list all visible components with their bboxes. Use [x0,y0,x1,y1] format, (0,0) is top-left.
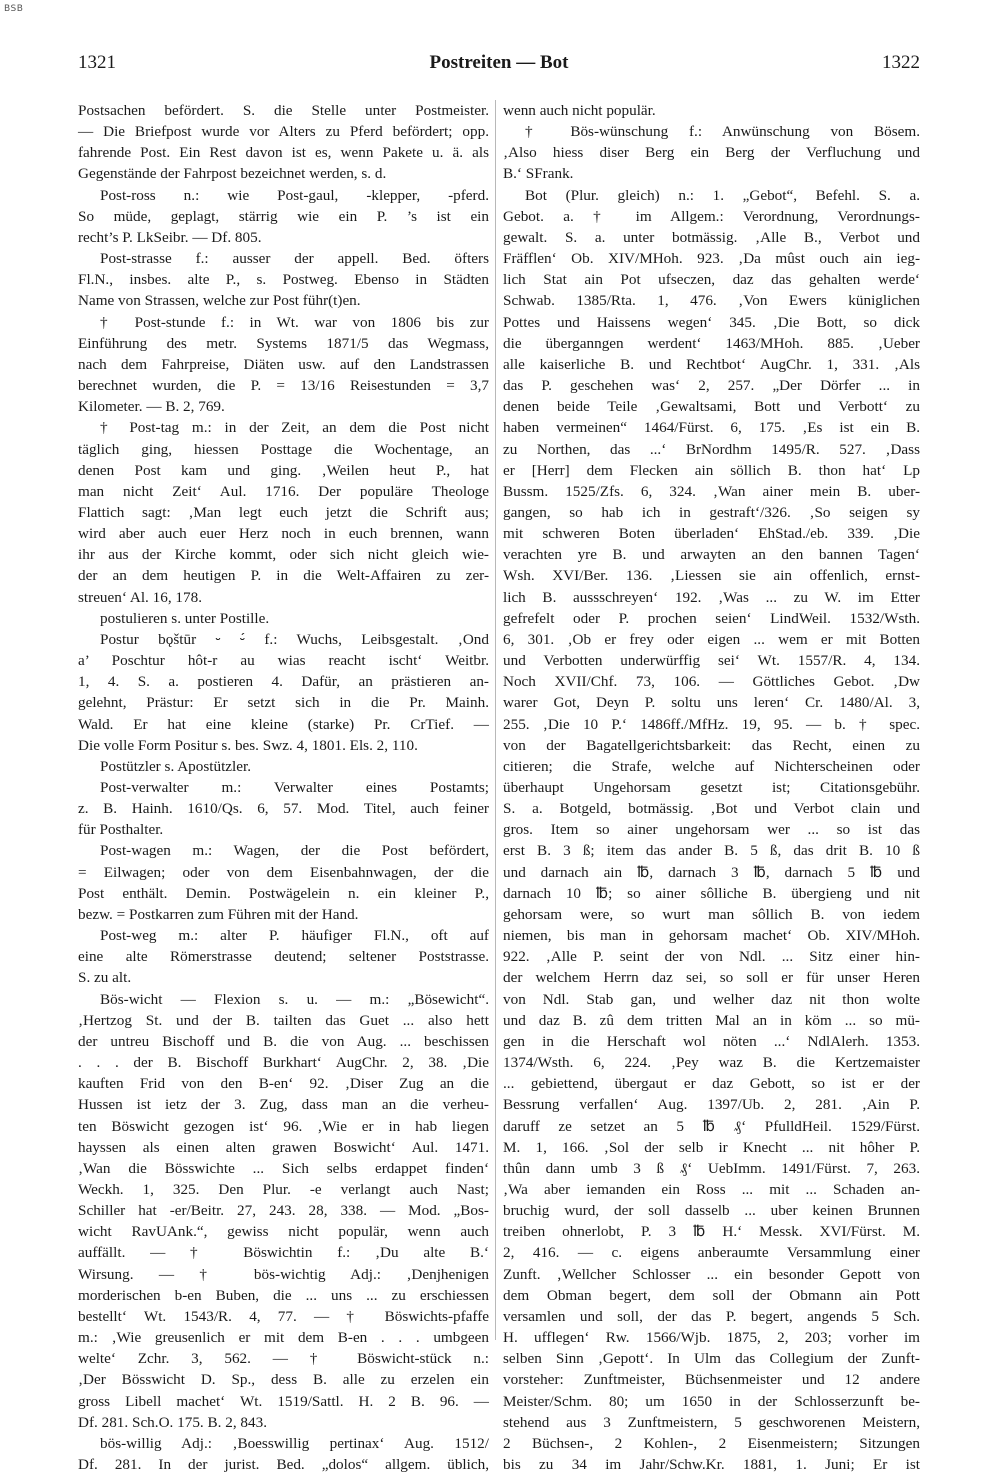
text-line: von der Bagatellgerichtsbarkeit: das Recht, einen zu [503,736,920,754]
text-line: B.‘ SFrank. [503,165,574,183]
text-line: dem Obman begert, dem soll der Obmann ain Pott [503,1286,920,1304]
text-line: Die volle Form Positur s. bes. Swz. 4, 1801. Els. 2, 110. [78,736,418,754]
text-line: und daz B. zû dem tritten Mal an in köm ... so mü- [503,1011,920,1029]
text-line: S. zu alt. [78,969,132,987]
text-line: bös-willig Adj.: ‚Boesswillig pertinax‘ Aug. 1512/ [100,1434,489,1452]
text-line: Flattich sagt: ‚Man legt euch jetzt die Schrift aus; [78,503,489,521]
text-line: kauften Frid von den B-en‘ 92. ‚Diser Zug an die [78,1075,489,1093]
text-line: warer Got, Deyn P. soltu uns leren‘ Cr. 1480/Al. 3, [503,694,920,712]
text-line: denen Post kam und ging. ‚Weilen heut P., hat [78,461,489,479]
text-line: das P. geschehen was‘ 2, 257. „Der Dörfer ... in [503,377,920,395]
text-line: berechnet wurden, die P. = 13/16 Reisestunden = 3,7 [78,377,489,395]
text-line: fahrende Post. Ein Rest davon ist es, wenn Pakete u. ä. als [78,144,489,162]
text-line: thûn dann umb 3 ß ₰‘ UebImm. 1491/Fürst. 7, 263. [503,1159,920,1177]
text-line: Zunft. ‚Wellcher Schlosser ... ein besonder Gepott von [503,1265,920,1283]
text-line: wenn auch nicht populär. [503,102,656,119]
page-number-left: 1321 [78,52,116,73]
text-line: Kilometer. — B. 2, 769. [78,398,225,416]
text-line: z. B. Hainh. 1610/Qs. 6, 57. Mod. Titel, auch feiner [78,800,489,818]
text-line: postulieren s. unter Postille. [100,609,270,627]
text-line: Post enthält. Demin. Postwägelein n. ein kleiner P., [78,884,489,902]
text-line: citieren; die Strafe, welche auf Nichterscheinen oder [503,757,920,775]
text-line: M. 1, 166. ‚Sol der selb ir Knecht ... nit hôher P. [503,1138,920,1156]
text-line: Bös-wicht — Flexion s. u. — m.: „Bösewicht“. [100,990,489,1008]
text-line: vorsteher: Zunftmeister, Büchsenmeister und 12 andere [503,1371,920,1389]
text-line: denen beide Teile ‚Gewaltsami, Bott und Verbott‘ zu [503,398,920,416]
text-line: 1374/Wsth. 6, 224. ‚Pey waz B. die Kertzemaister [503,1054,920,1072]
text-line: überhaupt Ungehorsam gesetzt ist; Citationsgebühr. [503,779,920,796]
text-line: Hussen ist ietz der 3. Zug, dass man an die verheu- [78,1096,489,1114]
text-line: Bessrung verfallen‘ Aug. 1397/Ub. 2, 281. ‚Ain P. [503,1096,920,1114]
text-line: Bot (Plur. gleich) n.: 1. „Gebot“, Befehl. S. a. [525,186,920,204]
text-line: gen in die Herschaft wol nöten ...‘ NdlAlerh. 1353. [503,1032,920,1050]
text-line: der untreu Bischoff und B. die von Aug. ... beschissen [78,1032,489,1050]
text-line: Pottes und Haissens wegen‘ 345. ‚Die Bott, so dick [503,313,920,331]
text-line: Post-strasse f.: ausser der appell. Bed. öfters [100,250,489,268]
text-line: bezw. = Postkarren zum Führen mit der Hand. [78,905,359,923]
text-line: † Post-tag m.: in der Zeit, an dem die Post nicht [100,419,489,437]
text-line: welte‘ Zchr. 3, 562. — † Böswicht-stück n.: [78,1350,489,1368]
text-line: ‚Der Bösswicht D. Sp., dess B. alle zu erzelen ein [78,1371,489,1389]
text-line: 255. ‚Die 10 P.‘ 1486ff./MfHz. 19, 95. — b. † spec. [503,715,920,733]
text-line: 1, 4. S. a. postieren 4. Dafür, an prästieren an- [78,673,489,691]
text-line: S. a. Botgeld, botmässig. ‚Bot und Verbot clain und [503,800,920,818]
text-line: treiben ohnerlobt, P. 3 ℔ H.‘ Messk. XVI/Fürst. M. [503,1223,920,1241]
text-line: erst B. 3 ß; item das ander B. 5 ß, das drit B. 10 ß [503,842,920,860]
text-line: gewalt. S. a. unter botmässig. ‚Alle B., Verbot und [503,228,920,246]
text-line: Postsachen befördert. S. die Stelle unter Postmeister. [78,102,489,119]
text-line: Df. 281. In der jurist. Bed. „dolos“ allgem. üblich, [78,1456,489,1473]
text-line: bestellt‘ Wt. 1543/R. 4, 77. — † Böswichts-pfaffe [78,1307,489,1325]
text-line: selben Sinn ‚Gepott‘. In Ulm das Collegium der Zunft- [503,1350,920,1368]
text-line: † Post-stunde f.: in Wt. war von 1806 bis zur [100,313,489,331]
text-line: 922. ‚Alle P. seint der von Ndl. ... Sitz einer hin- [503,948,920,966]
text-line: ‚Also hiess diser Berg ein Berg der Verfluchung und [503,144,920,162]
text-line: wicht RavUAnk.“, gewiss nicht populär, wenn auch [78,1223,489,1241]
text-line: recht’s P. LkSeibr. — Df. 805. [78,228,262,246]
text-line: gelehnt, Prästur: Er setzt sich in die Pr. Mainh. [78,694,489,712]
text-line: gross Libell machet‘ Wt. 1519/Sattl. H. 2 B. 96. — [78,1392,489,1410]
text-line: Einführung des metr. Systems 1871/5 das Wegmass, [78,334,489,352]
text-line: für Posthalter. [78,821,164,839]
text-line: gros. Item so ainer ungehorsam wer ... so ist das [503,821,920,839]
text-line: alle kaiserliche B. und Rechtbot‘ AugChr. 1, 331. ‚Als [503,355,920,373]
text-line: Noch XVII/Chf. 73, 106. — Göttliches Gebot. ‚Dw [503,673,920,691]
text-line: hayssen als einen alten grawen Boswicht‘ Aul. 1471. [78,1138,489,1156]
text-line: darnach 10 ℔; so ainer sôlliche B. übergieng und nit [503,884,920,902]
text-line: und darnach ain ℔, darnach 3 ℔, darnach 5 ℔ und [503,863,920,881]
text-line: versamlen und soll, der das P. begert, angends 5 Sch. [503,1307,920,1325]
left-column [78,100,489,1473]
text-line: Fräfflen‘ Ob. XIV/MHoh. 923. ‚Da mûst ouch ain ieg- [503,250,920,268]
text-line: — Die Briefpost wurde vor Alters zu Pferd befördert; opp. [78,123,489,141]
text-line: nach dem Fahrpreise, Diäten usw. auf den Landstrassen [78,355,489,373]
text-line: ‚Wa aber iemanden ein Ross ... mit ... Schaden an- [503,1180,920,1198]
text-line: man nicht Zeit‘ Aul. 1716. Der populäre Theologe [78,482,489,500]
text-line: täglich ging, hiessen Posttage die Wochentage, an [78,440,489,458]
text-line: Post-wagen m.: Wagen, der die Post befördert, [100,842,489,860]
text-line: der an dem heutigen P. in die Welt-Affairen zu zer- [78,567,489,585]
running-title: Postreiten — Bot [429,52,569,73]
text-line: von Ndl. Stab gan, und welher daz nit thon wolte [503,990,920,1008]
text-line: bis zu 34 im Jahr/Schw.Kr. 1881, 1. Juni; Er ist [503,1456,920,1473]
text-line: Fl.N., insbes. alte P., s. Postweg. Ebenso in Städten [78,271,489,289]
text-line: Gegenstände der Fahrpost bezeichnet werden, s. d. [78,165,387,183]
text-line: ‚Wan die Bösswichte ... Sich selbs erdappet finden‘ [78,1159,489,1177]
text-line: haben vermeinen“ 1464/Fürst. 6, 175. ‚Es ist ein B. [503,419,920,437]
text-line: a’ Poschtur hôt-r au wias reacht ischt‘ Weitbr. [78,652,489,670]
text-line: wird aber auch euer Herz noch in euch brennen, wann [78,525,489,543]
text-line: . . . der B. Bischoff Burkhart‘ AugChr. 2, 38. ‚Die [78,1054,489,1072]
text-line: ... gebiettend, übergaut er daz Gebott, so ist er der [503,1075,920,1093]
text-line: 2, 416. — c. eigens anberaumte Versammlung einer [503,1244,920,1262]
page-number-right: 1322 [882,52,920,73]
text-line: 2 Büchsen-, 2 Kohlen-, 2 Eisenmeistern; Sitzungen [503,1434,920,1452]
text-line: m.: ‚Wie greusenlich er mit dem B-en . . . umbgeen [78,1329,489,1347]
text-line: So müde, geplagt, stärrig wie ein P. ’s ist ein [78,207,489,225]
text-line: Wirsung. — † bös-wichtig Adj.: ‚Denjhenigen [78,1265,489,1283]
text-line: niemen, bis man in gehorsam machet‘ Ob. XIV/MHoh. [503,927,920,945]
text-line: und Verbotten underwürffig sei‘ Wt. 1557/R. 4, 134. [503,652,920,670]
text-line: mit schweren Boten überladen‘ EhStad./eb. 339. ‚Die [503,525,920,543]
text-line: Post-verwalter m.: Verwalter eines Postamts; [100,779,489,796]
text-line: stehend aus 3 Zunftmeistern, 5 geschworenen Meistern, [503,1413,920,1431]
text-line: Schwab. 1385/Rta. 1, 476. ‚Von Ewers küniglichen [503,292,920,310]
text-line: Post-ross n.: wie Post-gaul, -klepper, -pferd. [100,186,489,204]
text-line: der welchem Herrn daz sei, so soll er für unser Heren [503,969,920,987]
text-line: 6, 301. ‚Ob er frey oder eigen ... wem er mit Botten [503,630,920,648]
text-line: gangen, so hab ich in gestraft‘/326. ‚So seigen sy [503,503,920,521]
text-line: bruchig wurd, der soll dasselb ... uber keinen Brunnen [503,1202,920,1220]
text-line: ihr aus der Kirche kommt, oder sich nicht gleich wie- [78,546,489,564]
text-line: H. ufflegen‘ Rw. 1566/Wjb. 1875, 2, 203; vorher im [503,1329,920,1347]
text-line: † Bös-wünschung f.: Anwünschung von Bösem. [525,123,920,141]
text-line: er [Herr] dem Flecken ain söllich B. thon hat‘ Lp [503,461,920,479]
text-line: Gebot. a. † im Allgem.: Verordnung, Verordnungs- [503,207,920,225]
text-line: = Eilwagen; oder von dem Eisenbahnwagen, der die [78,863,489,881]
text-line: Wald. Er hat eine kleine (starke) Pr. CrTief. — [78,715,489,733]
text-line: Postützler s. Apostützler. [100,757,252,775]
text-line: lich B. aussschreyen‘ 192. ‚Was ... zu W. im Etter [503,588,920,606]
text-line: Postur bǫštūr ⏑ ⏑́ f.: Wuchs, Leibsgestalt. ‚Ond [100,630,489,648]
text-line: lich Stat ain Pot ufseczen, daz das gehalten werde‘ [503,271,920,289]
text-line: Schiller hat -er/Beitr. 27, 243. 28, 338. — Mod. „Bos- [78,1202,489,1220]
text-line: gefrefelt oder P. prochen seien‘ LindWeil. 1532/Wsth. [503,609,920,627]
text-line: ten Böswicht gezogen ist‘ 96. ‚Wie er in hab liegen [78,1117,489,1135]
text-line: die überganngen werdent‘ 1463/MHoh. 885. ‚Ueber [503,334,920,352]
text-line: ‚Hertzog St. und der B. tailten das Guet ... also hett [78,1011,489,1029]
text-line: Bussm. 1525/Zfs. 6, 324. ‚Wan ainer mein B. uber- [503,482,920,500]
text-line: eine alte Römerstrasse deutend; seltener Poststrasse. [78,948,489,966]
text-line: streuen‘ Al. 16, 178. [78,588,203,606]
library-stamp: BSB [4,4,24,14]
right-column [503,100,920,1473]
text-line: Meister/Schm. 80; um 1650 in der Schlosserzunft be- [503,1392,920,1410]
text-line: Wsh. XVI/Ber. 136. ‚Liessen sie ain offenlich, ernst- [503,567,920,585]
text-line: gehorsam were, so wurt man sôllich B. von iedem [503,905,920,923]
text-line: Weckh. 1, 325. Den Plur. -e verlangt auch Nast; [78,1180,489,1198]
text-line: verachten yre B. und arwayten an den bannen Tagen‘ [503,546,920,564]
text-line: Post-weg m.: alter P. häufiger Fl.N., oft auf [100,927,489,945]
text-line: daruff ze setzet an 5 ℔ ₰‘ PfulldHeil. 1529/Fürst. [503,1117,920,1135]
text-line: morderischen b-en Buben, die ... uns ... zu erschiessen [78,1286,489,1304]
text-line: Df. 281. Sch.O. 175. B. 2, 843. [78,1413,267,1431]
page-header [78,52,920,80]
text-line: auffällt. — † Böswichtin f.: ‚Du alte B.‘ [78,1244,489,1262]
text-line: zu Northen, das ...‘ BrNordhm 1495/R. 527. ‚Dass [503,440,920,458]
column-divider [495,100,496,1340]
text-line: Name von Strassen, welche zur Post führ(t)en. [78,292,361,310]
